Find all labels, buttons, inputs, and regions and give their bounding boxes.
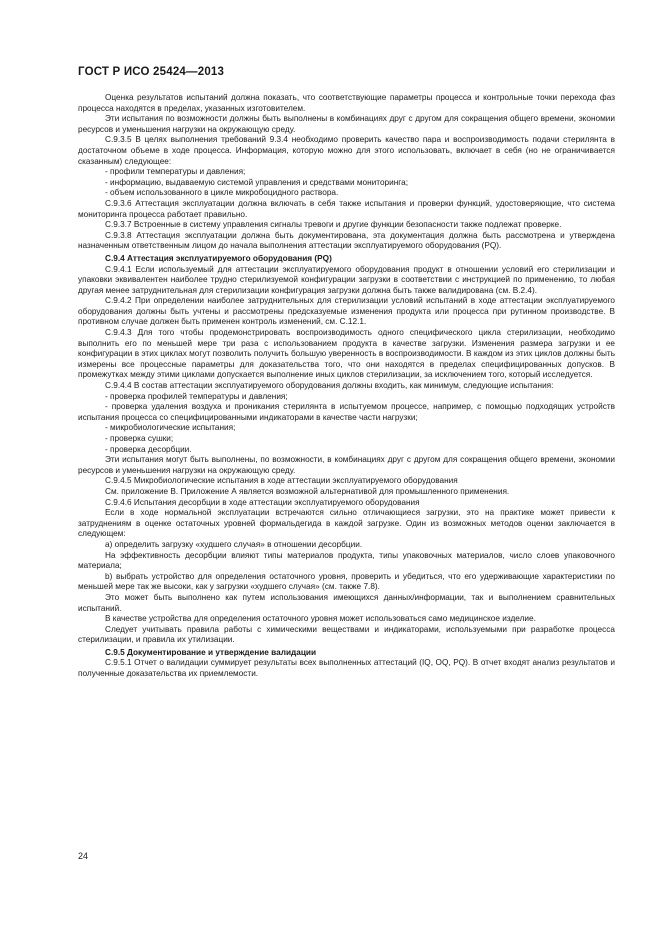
paragraph: С.9.3.6 Аттестация эксплуатации должна включать в себя также испытания и проверки функций, удостоверяющие, что система мониторинга процесса работает правильно. [78, 198, 615, 219]
paragraph: С.9.4.5 Микробиологические испытания в ходе аттестации эксплуатируемого оборудования [105, 476, 458, 486]
list-item: - проверка десорбции. [105, 444, 192, 454]
paragraph: На эффективность десорбции влияют типы материалов продукта, типы упаковочных материалов, число слоев упаковочного материала; [78, 550, 615, 571]
page-body [78, 93, 615, 680]
paragraph: Оценка результатов испытаний должна показать, что соответствующие параметры процесса и контрольные точки перехода фаз процесса находятся в пределах, указанных изготовителем. [78, 93, 615, 113]
paragraph: С.9.4.6 Испытания десорбции в ходе аттестации эксплуатируемого оборудования [105, 497, 420, 507]
list-item: - проверка профилей температуры и давления; [105, 391, 288, 401]
section-heading: С.9.4 Аттестация эксплуатируемого оборудования (PQ) [105, 253, 332, 263]
paragraph: С.9.5.1 Отчет о валидации суммирует результаты всех выполненных аттестаций (IQ, OQ, PQ). В отчет входят анализ результатов и полученные доказательства их приемлемости. [78, 658, 615, 679]
paragraph: Эти испытания по возможности должны быть выполнены в комбинациях друг с другом для сокращения общего времени, экономии ресурсов и уменьшения нагрузки на окружающую среду. [78, 114, 615, 134]
paragraph: a) определить загрузку «худшего случая» в отношении десорбции. [105, 539, 363, 549]
paragraph: Следует учитывать правила работы с химическими веществами и индикаторами, используемыми при разработке процесса стерилизации, и правила их утилизации. [78, 624, 615, 645]
paragraph: b) выбрать устройство для определения остаточного уровня, проверить и убедиться, что его удерживающие характеристики по меньшей мере так же высоки, как у загрузки «худшего случая» (см. также 7.8). [78, 571, 615, 592]
paragraph: Это может быть выполнено как путем использования имеющихся данных/информации, так и выполнением сравнительных испытаний. [78, 592, 615, 613]
paragraph: С.9.4.2 При определении наиболее затруднительных для стерилизации условий испытаний в ходе аттестации эксплуатируемого оборудования должны быть учтены и рассмотрены предсказуемые изменения продукта или процесса при рутинном производстве. В противном случае должен быть применен контроль изменений, см. С.12.1. [78, 296, 615, 327]
paragraph: См. приложение В. Приложение А является возможной альтернативой для промышленного применения. [105, 486, 510, 496]
paragraph: С.9.4.1 Если используемый для аттестации эксплуатируемого оборудования продукт в отношении условий его стерилизации и упаковки эквивалентен наиболее трудно стерилизуемой конфигурации загрузки в соответствии с инструкцией по применению, то любая другая менее затруднительная для стерилизации конфигурация загрузки должна быть также валидирована (см. В.2.4). [78, 264, 615, 295]
page-number: 24 [78, 851, 89, 861]
list-item: - объем использованного в цикле микробоцидного раствора. [105, 188, 339, 198]
list-item: - микробиологические испытания; [105, 423, 236, 433]
list-item: - проверка сушки; [105, 434, 174, 443]
paragraph: - проверка удаления воздуха и проникания стерилянта в испытуемом процессе, например, с помощью подходящих устройств испытания процесса со специфицированными индикаторами в качестве части нагрузки; [78, 402, 615, 422]
paragraph: С.9.4.4 В состав аттестации эксплуатируемого оборудования должны входить, как минимум, следующие испытания: [105, 381, 554, 391]
list-item: - профили температуры и давления; [105, 167, 246, 177]
list-item: - информацию, выдаваемую системой управления и средствами мониторинга; [105, 177, 409, 187]
document-header: ГОСТ Р ИСО 25424—2013 [78, 66, 225, 78]
paragraph: В качестве устройства для определения остаточного уровня может использоваться само медицинское изделие. [105, 614, 536, 624]
paragraph: Эти испытания могут быть выполнены, по возможности, в комбинациях друг с другом для сокращения общего времени, экономии ресурсов и уменьшения нагрузки на окружающую среду. [78, 455, 615, 475]
section-heading: С.9.5 Документирование и утверждение валидации [105, 647, 317, 657]
paragraph: С.9.3.8 Аттестация эксплуатации должна быть документирована, эта документация должна быть рассмотрена и утверждена назначенным ответственным лицом до начала выполнения аттестации эксплуатируемого оборудования (PQ). [78, 230, 615, 251]
paragraph: С.9.4.3 Для того чтобы продемонстрировать воспроизводимость одного специфического цикла стерилизации, необходимо выполнить его по меньшей мере три раза с использованием продукта в качестве загрузки. Изменения размера загрузки и ее конфигурации в этих циклах могут позволить получить большую уверенность в воспроизводимости. В каждом из этих циклов должны быть измерены все процессные параметры для доказательства того, что они находятся в пределах специфицированных допусков. В промежутках между этими циклами допускается выполнение иных циклов стерилизации, за исключением того, который исследуется. [78, 328, 615, 380]
paragraph: Если в ходе нормальной эксплуатации встречаются сильно отличающиеся загрузки, это на практике может привести к затруднениям в оценке остаточных уровней формальдегида в каждой загрузке. Один из возможных методов оценки заключается в следующем: [78, 508, 615, 539]
paragraph: С.9.3.5 В целях выполнения требований 9.3.4 необходимо проверить качество пара и воспроизводимость подачи стерилянта в достаточном объеме в ходе процесса. Информация, которую можно для этого использовать, включает в себя (но не ограничивается сказанным) следующее: [78, 135, 615, 166]
paragraph: С.9.3.7 Встроенные в систему управления сигналы тревоги и другие функции безопасности также подлежат проверке. [105, 220, 562, 230]
